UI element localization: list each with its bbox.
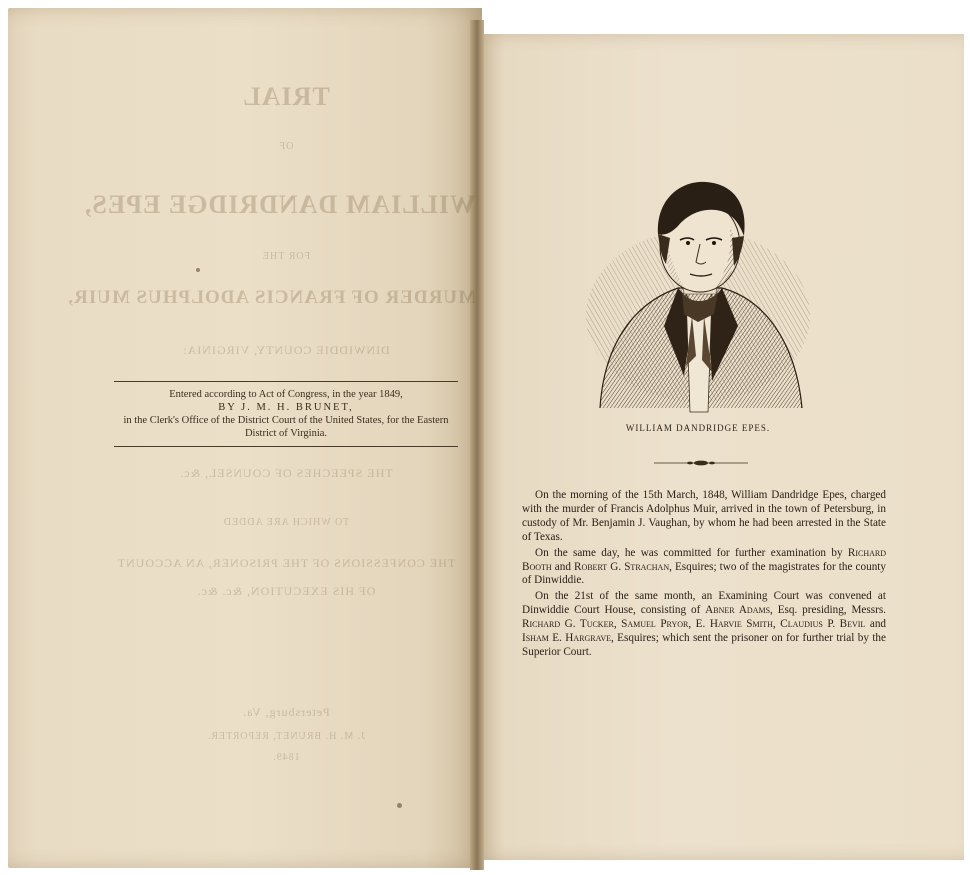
ghost-county: DINWIDDIE COUNTY, VIRGINIA: xyxy=(182,343,390,357)
copyright-notice xyxy=(114,381,458,447)
ghost-year: 1849. xyxy=(272,752,300,763)
paragraph-2: On the same day, he was committed for further examination by Richard Booth and Robert G. Strachan, Esquires; two of the magistrates for the county of Dinwiddie. xyxy=(522,546,887,587)
portrait-engraving xyxy=(582,176,814,414)
right-page xyxy=(476,34,964,860)
ghost-crime: MURDER OF FRANCIS ADOLPHUS MUIR, xyxy=(67,287,476,308)
ghost-title: TRIAL xyxy=(242,82,330,111)
ghost-place: Petersburg, Va. xyxy=(242,705,330,719)
paragraph-1: On the morning of the 15th March, 1848, William Dandridge Epes, charged with the murder of Francis Adolphus Muir, arrived in the town of Petersburg, in custody of Mr. Benjamin J. Vaughan, by whom he had been arrested in the State of Texas. xyxy=(522,489,886,543)
ghost-defendant: WILLIAM DANDRIDGE EPES, xyxy=(83,190,476,219)
portrait-caption: WILLIAM DANDRIDGE EPES. xyxy=(625,423,771,433)
paragraph-3: On the 21st of the same month, an Examining Court was convened at Dinwiddie Court House, consisting of Abner Adams, Esq. presiding, Messrs. Richard G. Tucker, Samuel Pryor, E. Harvie Smith, Claudius P. Bevil and Isham E. Hargrave, Esquires; which sent the prisoner on for further trial by the Superior Court. xyxy=(522,590,887,658)
ghost-speeches: THE SPEECHES OF COUNSEL, &c. xyxy=(179,466,393,480)
ghost-of: OF xyxy=(278,141,294,152)
foxing-spot xyxy=(196,268,200,272)
ghost-execution: OF HIS EXECUTION, &c. &c. xyxy=(196,584,376,598)
foxing-spot xyxy=(397,803,402,808)
copyright-line-3: in the Clerk's Office of the District Court of the United States, for the Eastern xyxy=(123,415,449,426)
copyright-line-1: Entered according to Act of Congress, in the year 1849, xyxy=(169,389,403,400)
ghost-confessions: THE CONFESSIONS OF THE PRISONER, AN ACCOUNT xyxy=(116,556,456,570)
ornament-divider xyxy=(654,458,748,468)
ghost-publisher: J. M. H. BRUNET, REPORTER. xyxy=(206,731,366,742)
copyright-line-4: District of Virginia. xyxy=(244,428,328,439)
narrative-text xyxy=(522,489,886,662)
ghost-for: FOR THE xyxy=(261,251,311,262)
copyright-line-2: BY J. M. H. BRUNET, xyxy=(218,402,354,413)
ghost-added: TO WHICH ARE ADDED xyxy=(222,517,350,528)
